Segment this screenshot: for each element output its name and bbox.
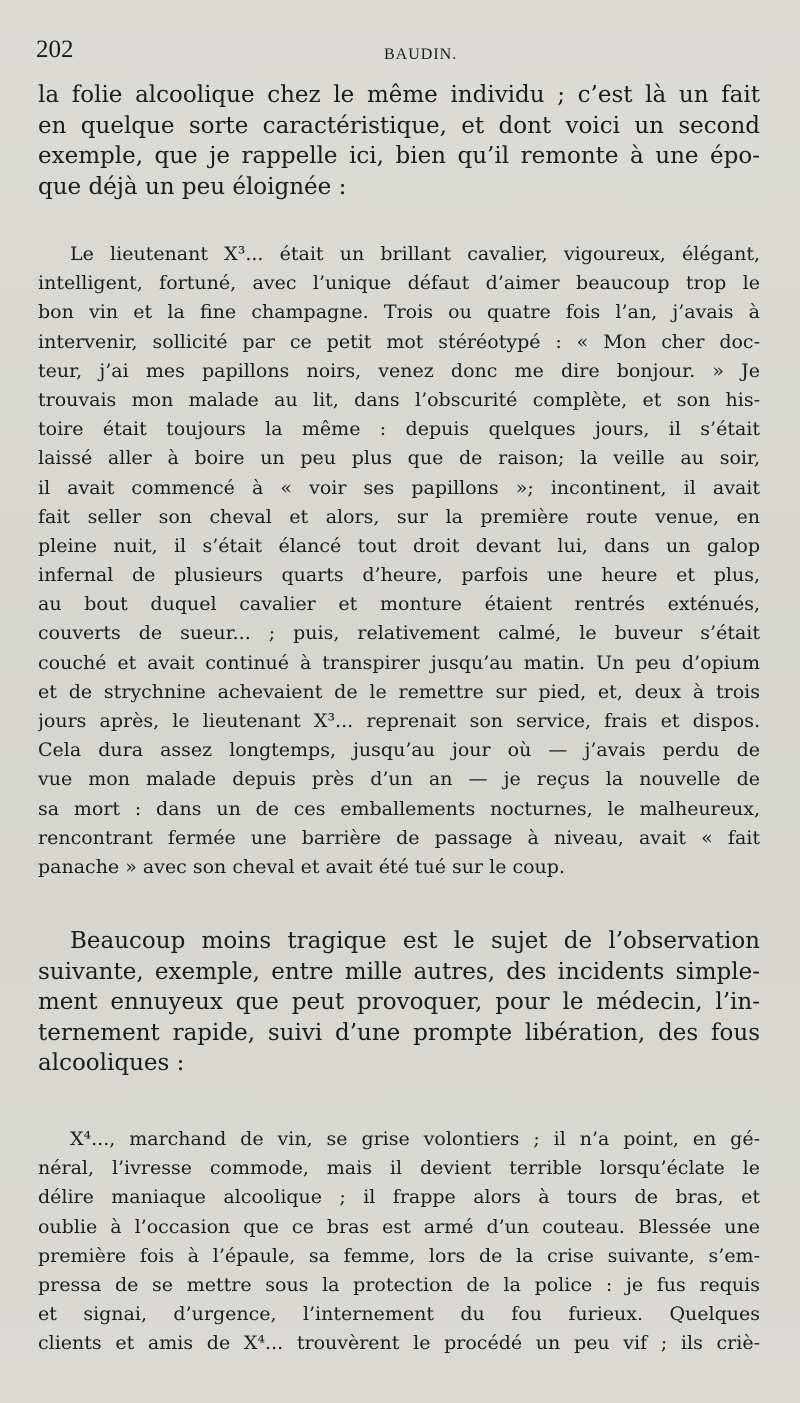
text-line: ment ennuyeux que peut provoquer, pour le médecin, l’in- [38,989,760,1015]
text-line: laissé aller à boire un peu plus que de raison; la veille au soir, [38,447,760,470]
text-line: et de strychnine achevaient de le remettre sur pied, et, deux à trois [38,680,760,703]
paragraph-intro [38,80,760,202]
text-line: teur, j’ai mes papillons noirs, venez donc me dire bonjour. » Je [38,359,760,382]
text-line: oublie à l’occasion que ce bras est armé d’un couteau. Blessée une [38,1215,760,1238]
text-line: Cela dura assez longtemps, jusqu’au jour où — j’avais perdu de [38,739,760,762]
text-line: et signai, d’urgence, l’internement du fou furieux. Quelques [38,1303,760,1326]
text-line: intervenir, sollicité par ce petit mot stéréotypé : « Mon cher doc- [38,330,760,353]
text-line: ternement rapide, suivi d’une prompte libération, des fous [38,1019,760,1046]
paragraph-observation-x4 [38,1125,760,1359]
text-line: vue mon malade depuis près d’un an — je reçus la nouvelle de [38,768,760,791]
text-line: bon vin et la fine champagne. Trois ou quatre fois l’an, j’avais à [38,301,760,324]
text-line: X⁴..., marchand de vin, se grise volontiers ; il n’a point, en gé- [70,1128,760,1150]
text-line: sa mort : dans un de ces emballements nocturnes, le malheureux, [38,797,760,820]
paragraph-transition [38,926,760,1079]
text-line: fait seller son cheval et alors, sur la première route venue, en [38,505,760,528]
text-line: suivante, exemple, entre mille autres, des incidents simple- [38,958,760,985]
paragraph-observation-x3 [38,240,760,882]
text-line: première fois à l’épaule, sa femme, lors de la crise suivante, s’em- [38,1244,760,1267]
text-line: panache » avec son cheval et avait été tué sur le coup. [38,855,565,878]
page-number: 202 [36,36,74,63]
text-line: trouvais mon malade au lit, dans l’obscurité complète, et son his- [38,388,760,411]
text-line: Beaucoup moins tragique est le sujet de l’observation [70,928,760,954]
text-line: néral, l’ivresse commode, mais il devient terrible lorsqu’éclate le [38,1157,760,1180]
text-line: au bout duquel cavalier et monture étaient rentrés exténués, [38,593,760,616]
text-line: couverts de sueur... ; puis, relativement calmé, le buveur s’était [38,622,760,645]
text-line: la folie alcoolique chez le même individu ; c’est là un fait [38,82,760,108]
text-line: toire était toujours la même : depuis quelques jours, il s’était [38,418,760,441]
text-line: il avait commencé à « voir ses papillons »; incontinent, il avait [38,476,760,499]
page-header [36,36,766,76]
text-line: intelligent, fortuné, avec l’unique défaut d’aimer beaucoup trop le [38,272,760,295]
text-line: exemple, que je rappelle ici, bien qu’il remonte à une épo- [38,143,760,169]
text-line: couché et avait continué à transpirer jusqu’au matin. Un peu d’opium [38,651,760,674]
text-line: en quelque sorte caractéristique, et dont voici un second [38,112,760,139]
text-line: rencontrant fermée une barrière de passage à niveau, avait « fait [38,826,760,849]
running-head: BAUDIN. [384,46,458,63]
text-line: pleine nuit, il s’était élancé tout droit devant lui, dans un galop [38,534,760,557]
text-line: pressa de se mettre sous la protection de la police : je fus requis [38,1273,760,1296]
text-line: alcooliques : [38,1050,185,1076]
text-line: clients et amis de X⁴... trouvèrent le procédé un peu vif ; ils criè- [38,1332,760,1355]
text-line: que déjà un peu éloignée : [38,173,347,200]
text-line: délire maniaque alcoolique ; il frappe alors à tours de bras, et [38,1186,760,1209]
text-line: jours après, le lieutenant X³... reprenait son service, frais et dispos. [38,710,760,732]
text-line: infernal de plusieurs quarts d’heure, parfois une heure et plus, [38,564,760,587]
text-line: Le lieutenant X³... était un brillant cavalier, vigoureux, élégant, [70,243,760,265]
